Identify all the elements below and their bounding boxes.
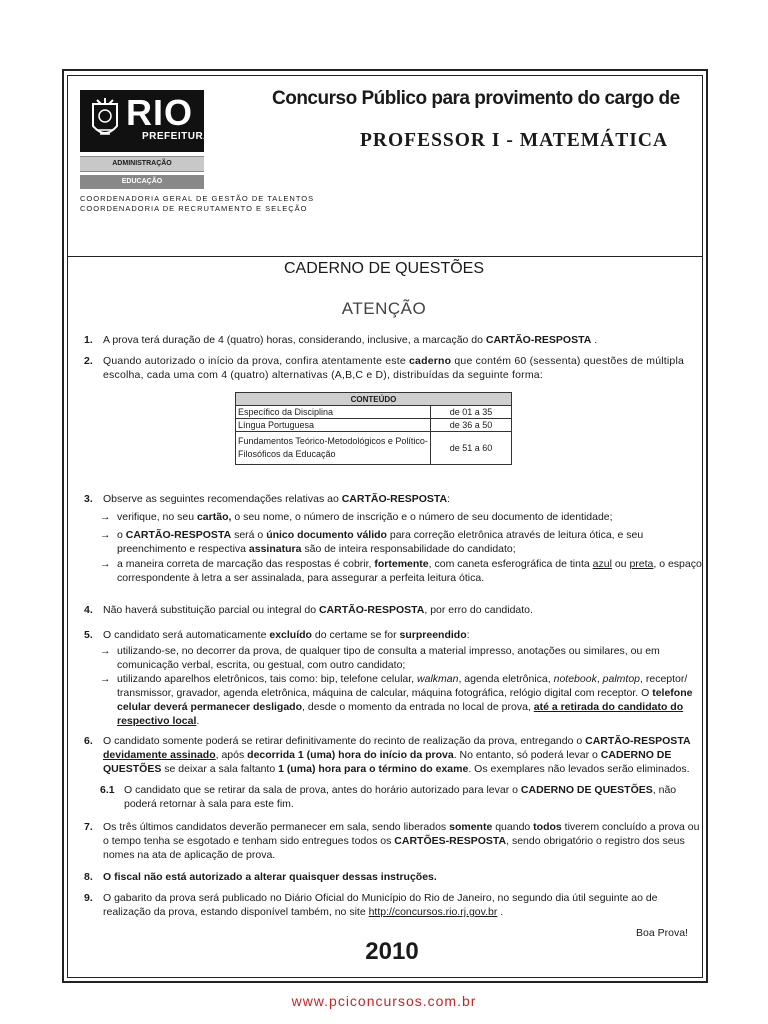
item-number: 3. bbox=[84, 493, 93, 505]
arrow-icon: → bbox=[100, 529, 111, 541]
logo-rio-text: RIO bbox=[126, 92, 194, 133]
educacao-bar: EDUCAÇÃO bbox=[80, 175, 204, 189]
coat-of-arms-icon bbox=[88, 96, 122, 144]
administracao-bar: ADMINISTRAÇÃO bbox=[80, 156, 204, 172]
item-number: 5. bbox=[84, 629, 93, 641]
coord-line-2: COORDENADORIA DE RECRUTAMENTO E SELEÇÃO bbox=[80, 204, 308, 213]
item-number: 8. bbox=[84, 871, 93, 883]
logo-prefeitura-text: PREFEITURA bbox=[142, 131, 211, 142]
coord-line-1: COORDENADORIA GERAL DE GESTÃO DE TALENTOS bbox=[80, 194, 315, 203]
boa-prova-text: Boa Prova! bbox=[636, 927, 688, 939]
table-row: Específico da Disciplina de 01 a 35 bbox=[236, 406, 512, 419]
caderno-title: CADERNO DE QUESTÕES bbox=[283, 260, 485, 277]
content-table bbox=[235, 392, 512, 465]
item-number: 2. bbox=[84, 355, 93, 367]
atencao-title: ATENÇÃO bbox=[341, 299, 427, 318]
header-divider bbox=[67, 256, 703, 257]
coordenadoria-text bbox=[80, 194, 314, 214]
exam-position: PROFESSOR I - MATEMÁTICA bbox=[360, 130, 669, 151]
exam-title: Concurso Público para provimento do cargo de bbox=[272, 88, 680, 109]
item-number: 6. bbox=[84, 735, 93, 747]
item-number: 6.1 bbox=[100, 784, 115, 796]
item-number: 7. bbox=[84, 821, 93, 833]
prefeitura-rio-logo bbox=[80, 90, 211, 152]
item-number: 4. bbox=[84, 604, 93, 616]
item-number: 1. bbox=[84, 334, 93, 346]
arrow-icon: → bbox=[100, 673, 111, 685]
arrow-icon: → bbox=[100, 558, 111, 570]
arrow-icon: → bbox=[100, 511, 111, 523]
item-number: 9. bbox=[84, 892, 93, 904]
table-row: Língua Portuguesa de 36 a 50 bbox=[236, 419, 512, 432]
table-row: Fundamentos Teórico-Metodológicos e Político-Filosóficos da Educação de 51 a 60 bbox=[236, 432, 512, 465]
table-header: CONTEÚDO bbox=[236, 393, 512, 406]
exam-year: 2010 bbox=[365, 938, 419, 965]
arrow-icon: → bbox=[100, 645, 111, 657]
footer-site-link[interactable]: www.pciconcursos.com.br bbox=[291, 993, 477, 1009]
